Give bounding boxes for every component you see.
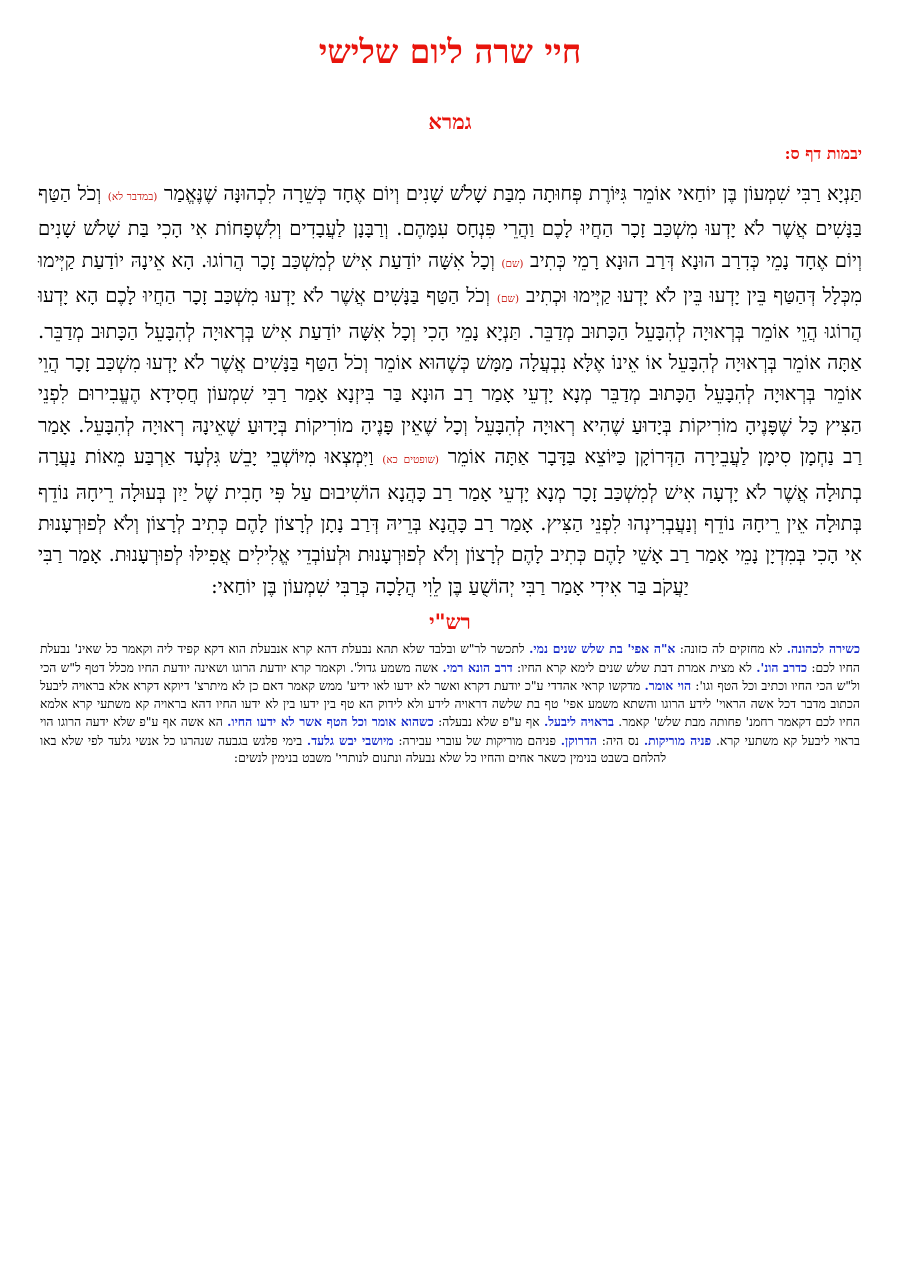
gemara-text (38, 178, 862, 602)
rashi-commentary (40, 640, 860, 768)
rashi-heading: רש"י (429, 609, 471, 634)
rashi-lemma: דרב הונא רמי. (442, 659, 513, 675)
verse-citation: (במדבר לא) (107, 191, 158, 203)
rashi-comment: בימי פלגש בגבעה שנהרגו כל אנשי גלעד לפי שלא באו להלחם בשבט בנימין כשאר אחים והחיו כל שלא נבעלה ונתנום לנותרי' משבט בנימין לנשים: (40, 733, 667, 765)
rashi-comment: הא אשה אף ע"פ שלא ידעה הרוגו הוי בראוי ליבעל קא משתעי קרא. (40, 715, 860, 748)
gemara-passage: וַיִּמְצְאוּ מִיּוֹשְׁבֵי יָבֵשׁ גִּלְעָד אַרְבַּע מֵאוֹת נַעֲרָה בְתוּלָה אֲשֶׁר לֹא יָדְעָה אִישׁ לְמִשְׁכַּב זָכָר מְנָא יָדְעֵי אָמַר רַב כָּהֲנָא הוֹשִׁיבוּם עַל פִּי חָבִית שֶׁל יַיִן בְּעוּלָה רֵיחָהּ נוֹדֵף בְּתוּלָה אֵין רֵיחָהּ נוֹדֵף וְנַעֲבְרִינְהוּ לִפְנֵי הַצִּיץ. אָמַר רַב כָּהֲנָא בְּרֵיהּ דְּרַב נָתָן לְרָצוֹן לָהֶם כְּתִיב לְרָצוֹן וְלֹא לְפוּרְעָנוּת אִי הָכִי בְּמִדְיָן נָמֵי אָמַר רַב אָשֵׁי לָהֶם כְּתִיב לָהֶם לְרָצוֹן וְלֹא לְפוּרְעָנוּת וּלְעוֹבְדֵי אֱלִילִים אֲפִילּוּ לְפוּרְעָנוּת. אָמַר רַבִּי יַעֲקֹב בַּר אִידִי אָמַר רַבִּי יְהוֹשֻׁעַ בֶּן לֵוִי הֲלָכָה כְּרַבִּי שִׁמְעוֹן בֶּן יוֹחַאי: (38, 445, 862, 598)
rashi-comment: נס היה: (596, 733, 644, 748)
rashi-lemma: א"ה אפי' בת שלש שנים נמי. (529, 641, 676, 656)
rashi-comment: פניהם מוריקות של עוברי עבירה: (393, 733, 561, 748)
rashi-lemma: בראויה ליבעל. (544, 714, 614, 729)
gemara-heading: גמרא (428, 109, 472, 134)
rashi-lemma: כשהוא אומר וכל הטף אשר לא ידעו החיו. (227, 714, 434, 729)
rashi-comment: לא מצית אמרת דבת שלש שנים לימא קרא החיו: (512, 660, 757, 675)
gemara-passage: וְכֹל הַטַּף בַּנָּשִׁים אֲשֶׁר לֹא יָדְעוּ מִשְׁכַּב זָכָר הַחֲיוּ לָכֶם הָא יָדְעוּ הֲרוֹגוּ הֲוֵי אוֹמֵר בְּרְאוּיָה לְהִבָּעֵל הַכָּתוּב מְדַבֵּר. תַּנְיָא נָמֵי הָכִי וְכָל אִשָּׁה יוֹדַעַת אִישׁ בְּרְאוּיָה לְהִבָּעֵל הַכָּתוּב מְדַבֵּר. אַתָּה אוֹמֵר בְּרְאוּיָה לְהִבָּעֵל אוֹ אֵינוֹ אֶלָּא נִבְעֲלָה מַמָּשׁ כְּשֶׁהוּא אוֹמֵר וְכֹל הַטַּף בַּנָּשִׁים אֲשֶׁר לֹא יָדְעוּ מִשְׁכַּב זָכָר הֲוֵי אוֹמֵר בְּרְאוּיָה לְהִבָּעֵל הַכָּתוּב מְדַבֵּר מְנָא יָדְעֵי אָמַר רַב הוּנָא בַּר בִּיזְנָא אָמַר רַבִּי שִׁמְעוֹן חֲסִידָא הֶעֱבִירוּם לִפְנֵי הַצִּיץ כָּל שֶׁפָּנֶיהָ מוֹרִיקוֹת בְּיָדוּעַ שֶׁהִיא רְאוּיָה לְהִבָּעֵל וְכָל שֶׁאֵין פָּנֶיהָ מוֹרִיקוֹת בְּיָדוּעַ שֶׁאֵינָהּ רְאוּיָה לְהִבָּעֵל. אָמַר רַב נַחְמָן סִימָן לַעֲבֵירָה הַדְּרוֹקָן כַּיּוֹצֵא בַּדָּבָר אַתָּה אוֹמֵר (38, 284, 863, 469)
verse-citation: (שם) (501, 257, 524, 270)
rashi-lemma: פניה מוריקות. (643, 732, 712, 748)
rashi-comment: לתכשר לר"ש ובלבד שלא תהא נבעלת דהא קרא אנבעלת הוא דקא קפיד ליה וקאמר כל שאינ' נבעלת החיו לכם: (40, 642, 860, 675)
rashi-comment: מדקשו קראי אהדדי ע"כ יודעת דקרא ואשר לא ידעו לאו ידיע' ממש קאמר דאם כן לא מיתרצ' דיוקא דקרא אלא בראויה ליבעל הכתוב מדבר דכל אשה הראוי' לידע הרוגו והשתא משמע אפי' טף בת שלשה דראויה לידע ולא לידוק הא טף בין ידעו בין לא ידעו החיו דהא בראויה קא משתעי קרא אלמא החיו לכם דקאמר רחמנ' פחותה מבת שלש' קאמר. (40, 679, 861, 729)
source-reference: יבמות דף ס: (784, 144, 862, 163)
verse-citation: (שופטים כא) (382, 454, 440, 467)
gemara-passage: וְכֹל הַטַּף בַּנָּשִׁים אֲשֶׁר לֹא יָדְעוּ מִשְׁכַּב זָכָר הַחֲיוּ לָכֶם וַהֲרֵי פִּנְחָס עִמָּהֶם. וְרַבָּנָן לַעֲבָדִים וְלִשְׁפָחוֹת אִי הָכִי בַּת שָׁלֹשׁ שָׁנִים וְיוֹם אֶחָד נָמֵי כְּדִרַב הוּנָא דְּרַב הוּנָא רָמֵי כְּתִיב (38, 182, 862, 272)
rashi-lemma: כדרב הונ'. (756, 659, 808, 675)
rashi-comment: אף ע"פ שלא נבעלה: (433, 715, 545, 729)
rashi-comment: אשה משמע גדול'. וקאמר קרא יודעת הרוגו ושאינה יודעת החיו מכלל דטף ל"ש הכי ול"ש הכי החיו וכתיב וכל הטף וגו': (40, 660, 860, 693)
rashi-lemma: מיושבי יבש גלעד. (306, 732, 394, 748)
gemara-passage: וְכָל אִשָּׁה יוֹדַעַת אִישׁ לְמִשְׁכַּב זָכָר הֲרוֹגוּ. הָא אֵינָהּ יוֹדַעַת קַיְּימוּ מִכְּלָל דְּהַטַּף בֵּין יָדְעוּ בֵּין לֹא יָדְעוּ קַיְּימוּ וּכְתִיב (38, 248, 863, 308)
page-title: חיי שרה ליום שלישי (318, 32, 582, 71)
rashi-lemma: הדרוקן. (560, 732, 597, 748)
verse-citation: (שם) (496, 293, 520, 306)
rashi-lemma: הוי אומר. (644, 678, 692, 693)
rashi-comment: לא מחזקים לה כזונה: (675, 642, 787, 656)
rashi-lemma: כשירה לכהונה. (786, 641, 861, 656)
gemara-passage: תַּנְיָא רַבִּי שִׁמְעוֹן בֶּן יוֹחַאי אוֹמֵר גִּיּוֹרֶת פְּחוּתָה מִבַּת שָׁלֹשׁ שָׁנִים וְיוֹם אֶחָד כְּשֵׁרָה לִכְהוּנָּה שֶׁנֶּאֱמַר (163, 182, 862, 205)
